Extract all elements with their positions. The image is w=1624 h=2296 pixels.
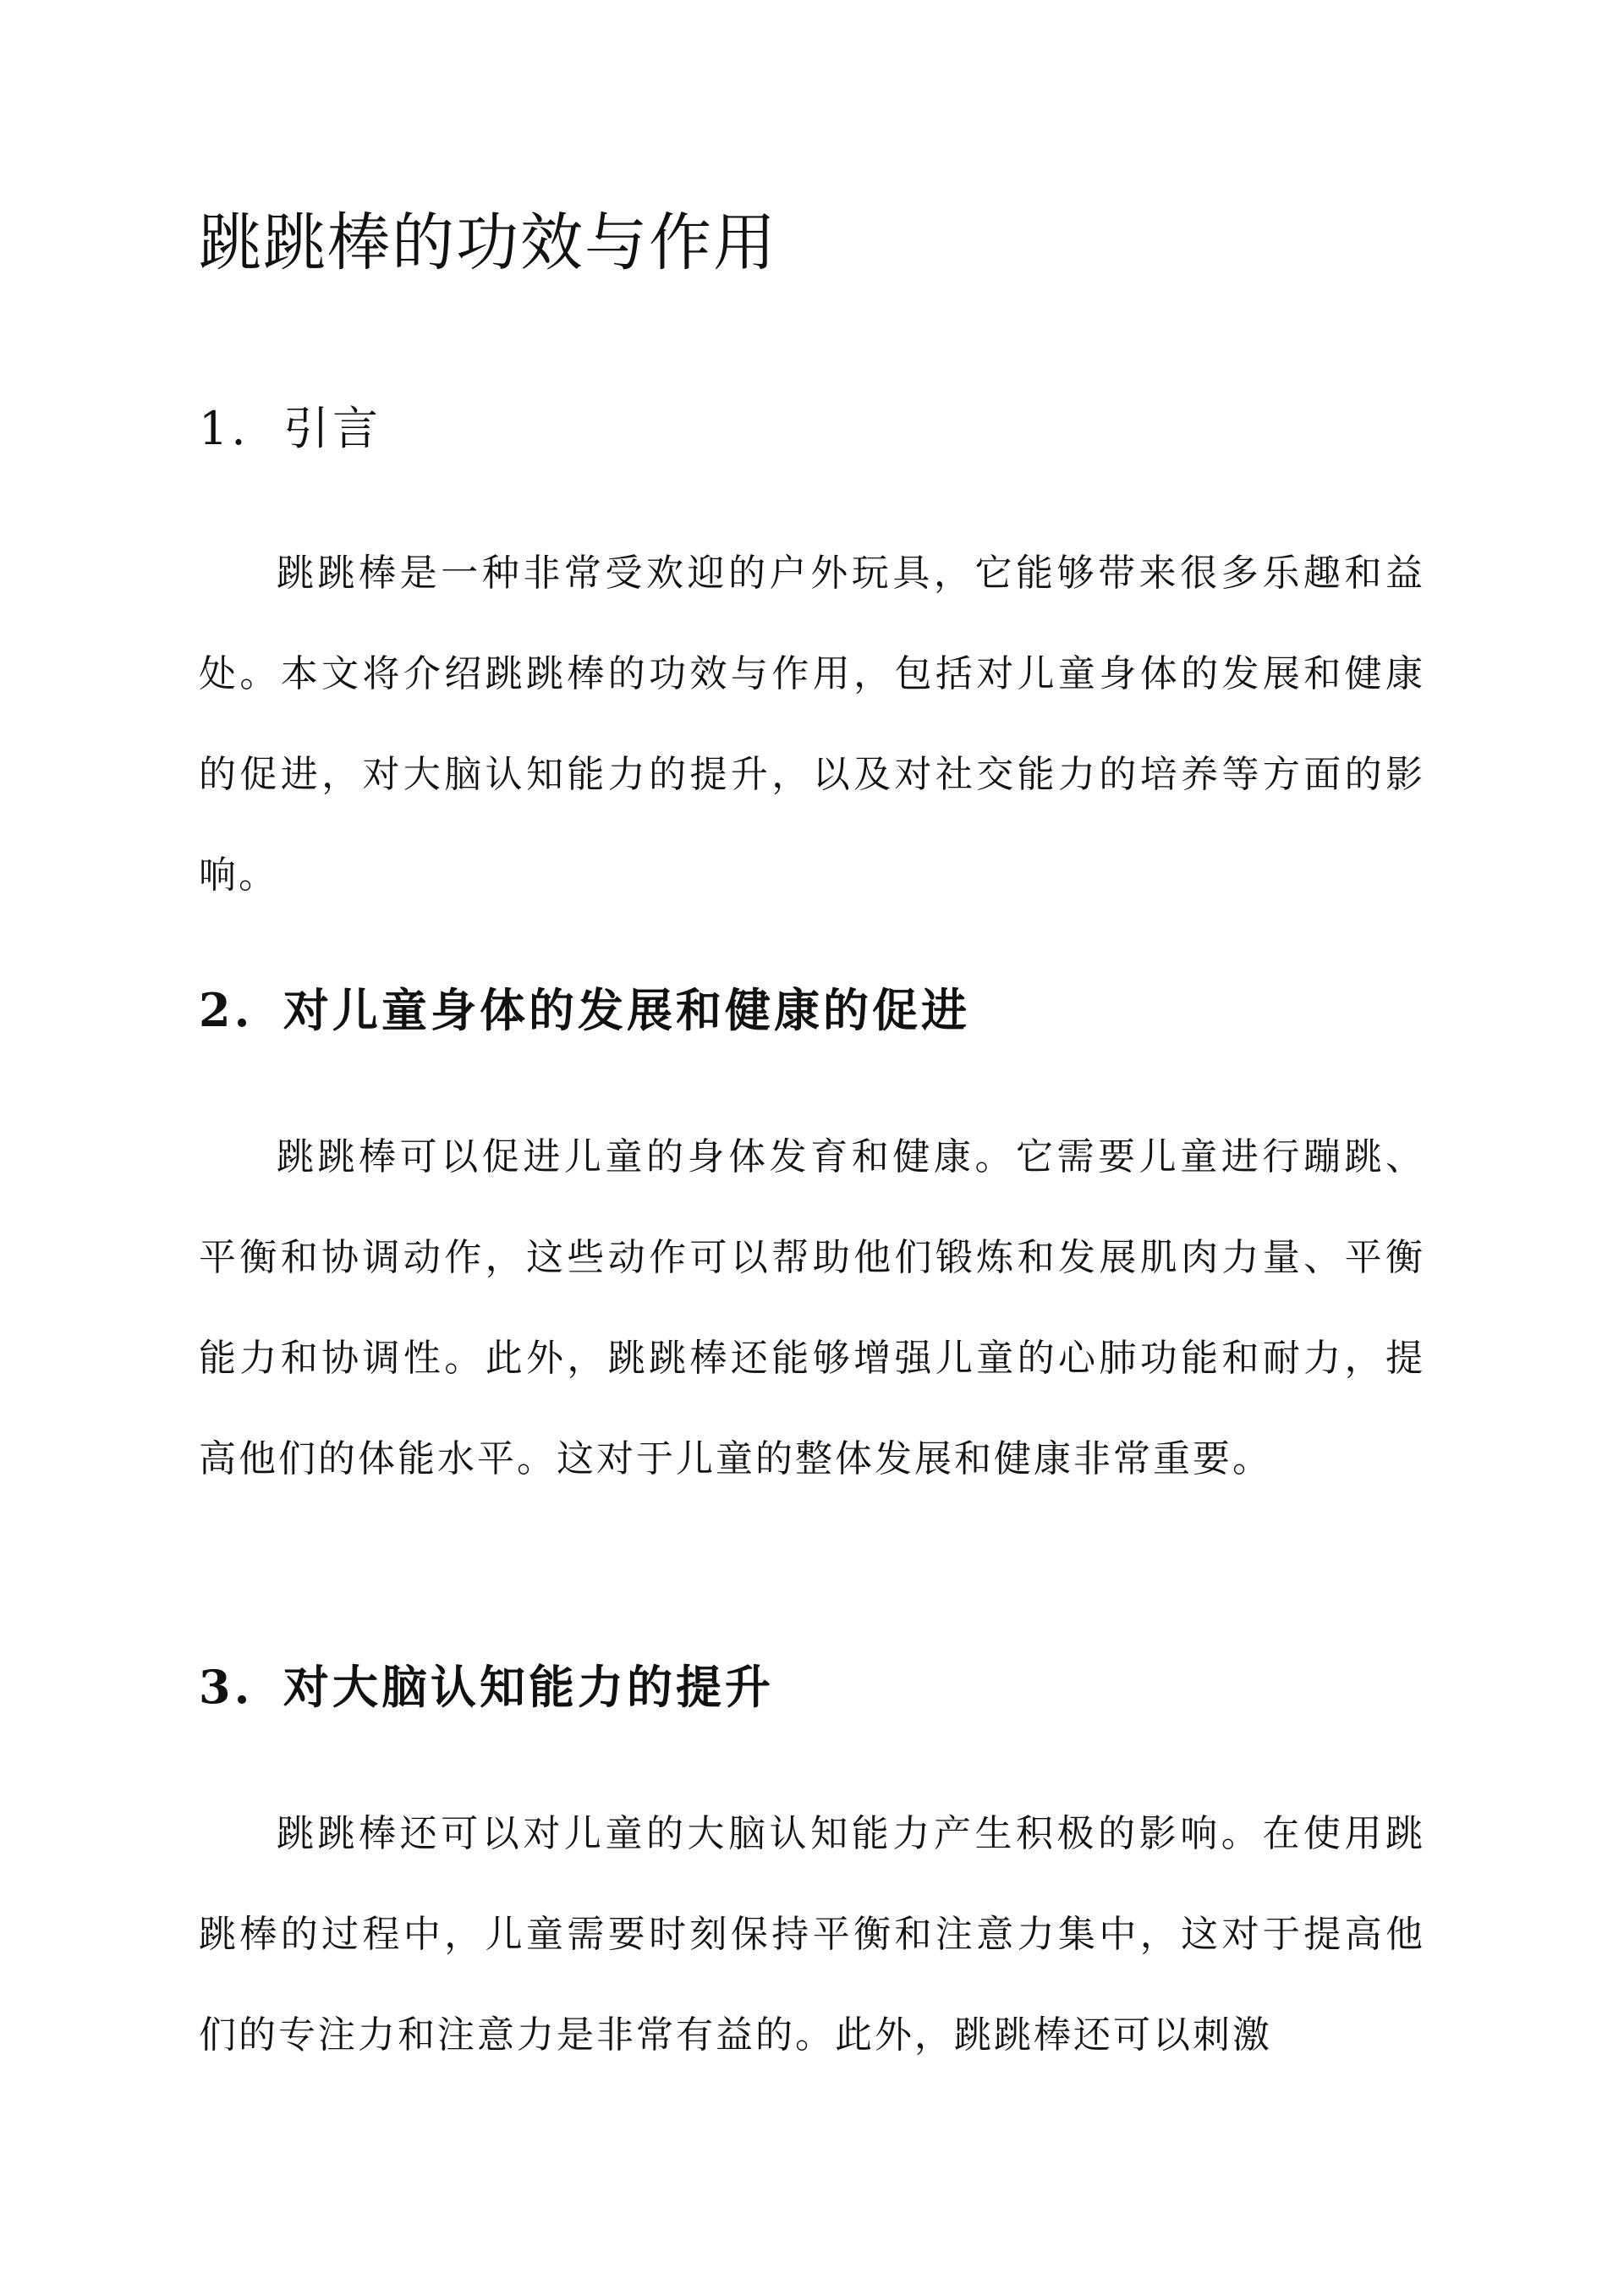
section-heading-physical-development (199, 976, 970, 1044)
section-heading-text: 引言 (283, 402, 381, 455)
section-heading-text: 对儿童身体的发展和健康的促进 (283, 983, 970, 1037)
section-number: 3. (199, 1660, 254, 1714)
section-heading-text: 对大脑认知能力的提升 (283, 1660, 774, 1714)
document-title: 跳跳棒的功效与作用 (199, 206, 777, 279)
section-paragraph-physical-development: 跳跳棒可以促进儿童的身体发育和健康。它需要儿童进行蹦跳、平衡和协调动作，这些动作可以帮助他们锻炼和发展肌肉力量、平衡能力和协调性。此外，跳跳棒还能够增强儿童的心肺功能和耐力，提高他们的体能水平。这对于儿童的整体发展和健康非常重要。 (199, 1135, 1425, 1480)
section-number: 1. (199, 402, 250, 455)
section-heading-cognitive-ability (199, 1653, 774, 1721)
section-number: 2. (199, 983, 254, 1037)
section-heading-introduction (199, 395, 381, 463)
section-paragraph-cognitive-ability: 跳跳棒还可以对儿童的大脑认知能力产生积极的影响。在使用跳跳棒的过程中，儿童需要时刻保持平衡和注意力集中，这对于提高他们的专注力和注意力是非常有益的。此外，跳跳棒还可以刺激 (199, 1812, 1425, 2057)
section-paragraph-introduction: 跳跳棒是一种非常受欢迎的户外玩具，它能够带来很多乐趣和益处。本文将介绍跳跳棒的功效与作用，包括对儿童身体的发展和健康的促进，对大脑认知能力的提升，以及对社交能力的培养等方面的影响。 (199, 552, 1425, 897)
